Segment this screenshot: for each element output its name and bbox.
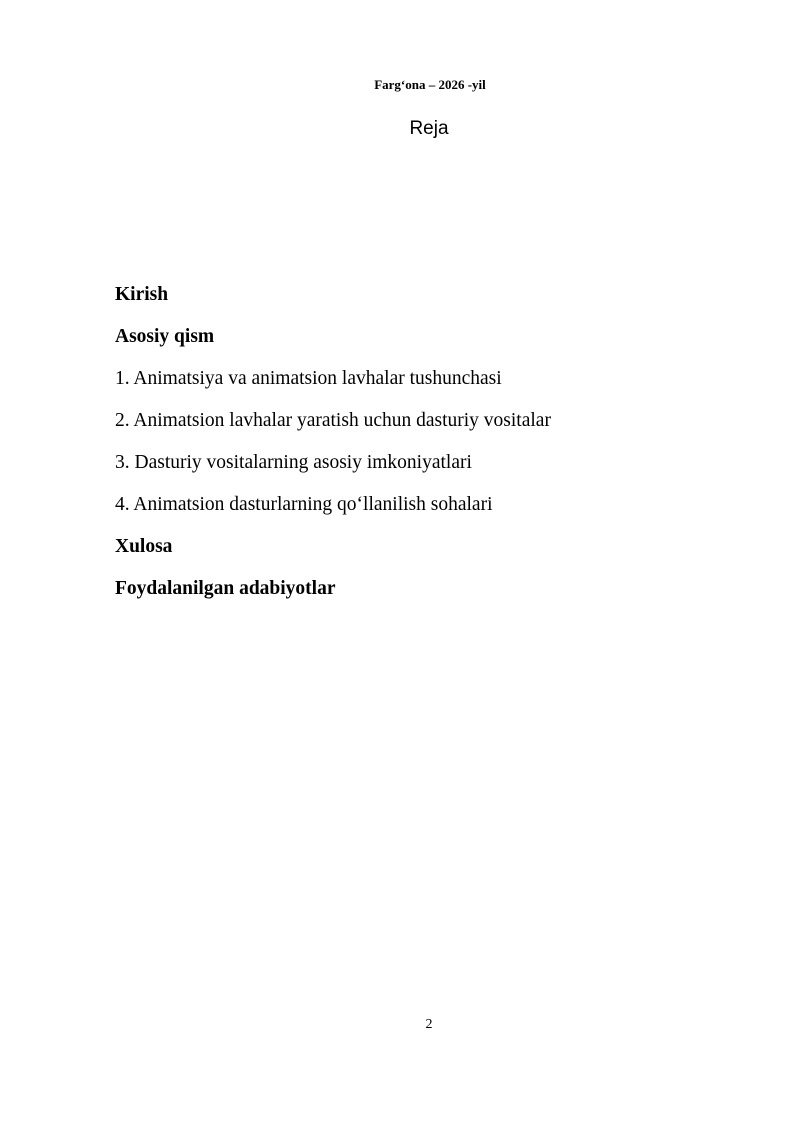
toc-item-references: Foydalanilgan adabiyotlar: [115, 578, 336, 599]
toc-item-section-3: 3. Dasturiy vositalarning asosiy imkoniyatlari: [115, 452, 472, 473]
place-year-line: Farg‘ona – 2026 -yil: [374, 77, 486, 92]
toc-item-introduction: Kirish: [115, 284, 169, 305]
toc-item-main-part: Asosiy qism: [115, 326, 215, 347]
toc-item-section-2: 2. Animatsion lavhalar yaratish uchun dasturiy vositalar: [115, 410, 551, 431]
page-number: 2: [425, 1017, 433, 1032]
toc-item-conclusion: Xulosa: [115, 536, 173, 557]
table-of-contents: [115, 280, 755, 616]
plan-title: Reja: [409, 118, 449, 139]
toc-item-section-4: 4. Animatsion dasturlarning qo‘llanilish sohalari: [115, 494, 493, 515]
toc-item-section-1: 1. Animatsiya va animatsion lavhalar tushunchasi: [115, 368, 502, 389]
